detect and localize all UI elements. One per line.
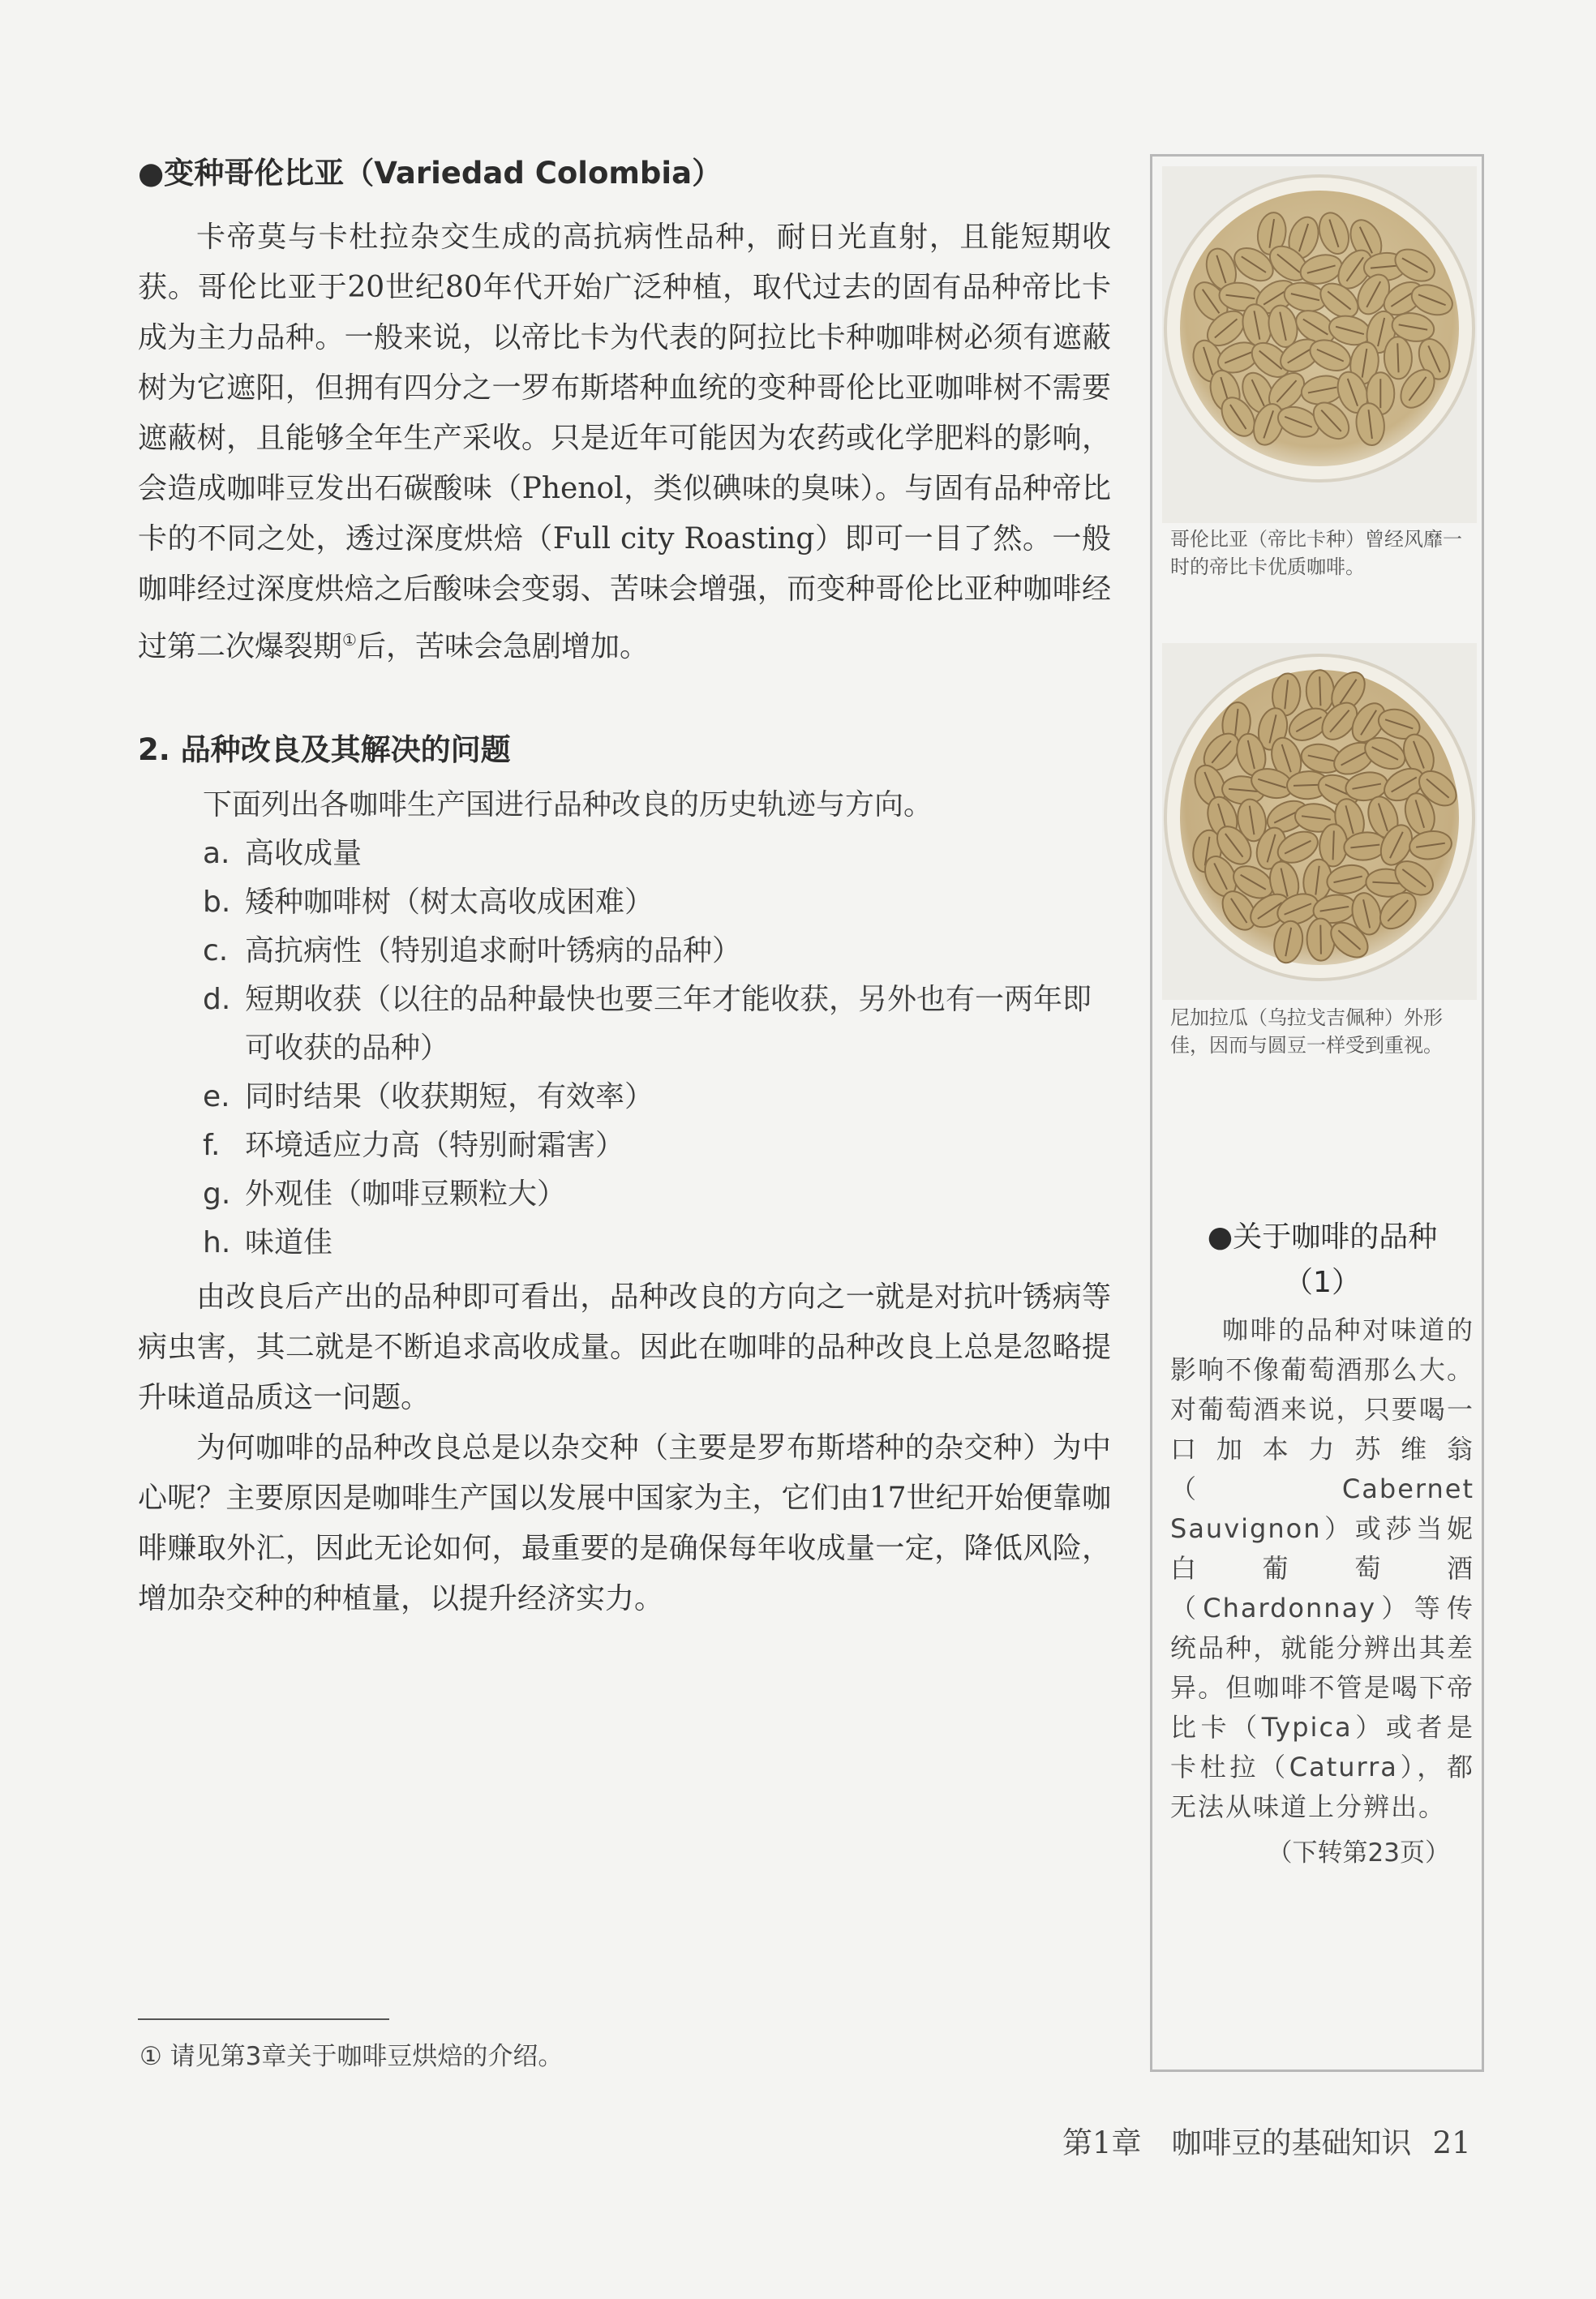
paragraph-improvement-direction: 由改良后产出的品种即可看出，品种改良的方向之一就是对抗叶锈病等病虫害，其二就是不断追求高收成量。因此在咖啡的品种改良上总是忽略提升味道品质这一问题。 xyxy=(138,1280,1111,1414)
list-item xyxy=(203,830,1111,878)
improvement-list xyxy=(203,830,1111,1267)
note-subtitle: （1） xyxy=(1284,1266,1361,1299)
photo-nicaragua-beans xyxy=(1162,643,1477,1000)
coffee-bean-crease xyxy=(1320,925,1321,954)
coffee-bean-crease xyxy=(1397,343,1398,372)
list-item-text: 味道佳 xyxy=(245,1226,333,1259)
photo-caption-colombia: 哥伦比亚（帝比卡种）曾经风靡一时的帝比卡优质咖啡。 xyxy=(1170,528,1462,578)
coffee-beans-image xyxy=(1162,643,1477,1000)
main-column xyxy=(138,152,1111,1624)
list-item-label: g. xyxy=(203,1177,231,1211)
section-heading-breeding: 2. 品种改良及其解决的问题 xyxy=(138,732,511,767)
footnote: ① 请见第3章关于咖啡豆烘焙的介绍。 xyxy=(139,2042,564,2071)
list-item-label: e. xyxy=(203,1080,230,1113)
sidebar-box xyxy=(1150,154,1484,2072)
note-continue-link[interactable]: （下转第23页） xyxy=(1267,1838,1450,1868)
list-item xyxy=(203,976,1111,1073)
section-title-variedad-colombia: ●变种哥伦比亚（Variedad Colombia） xyxy=(138,156,723,191)
coffee-bean-crease xyxy=(1319,676,1320,706)
list-item xyxy=(203,927,1111,976)
sidebar-note xyxy=(1170,1215,1474,1868)
list-item-label: f. xyxy=(203,1129,221,1162)
list-item-text: 同时结果（收获期短，有效率） xyxy=(245,1080,654,1113)
list-item xyxy=(203,1219,1111,1267)
page-number: 21 xyxy=(1432,2125,1471,2160)
coffee-bean-crease xyxy=(1333,830,1334,860)
list-item-text: 环境适应力高（特别耐霜害） xyxy=(245,1129,625,1162)
list-item xyxy=(203,1073,1111,1122)
list-item-text: 高收成量 xyxy=(245,837,363,870)
note-title: ●关于咖啡的品种 xyxy=(1207,1220,1438,1254)
list-item-text: 高抗病性（特别追求耐叶锈病的品种） xyxy=(245,934,742,967)
list-item-label: c. xyxy=(203,934,229,967)
footnote-divider xyxy=(138,2018,389,2020)
list-item-label: b. xyxy=(203,886,231,919)
footnote-marker[interactable]: ① xyxy=(342,630,357,650)
paragraph-text-end: 后，苦味会急剧增加。 xyxy=(356,630,649,663)
list-item-label: a. xyxy=(203,837,230,870)
list-item xyxy=(203,1122,1111,1170)
photo-colombia-beans xyxy=(1162,166,1477,523)
list-item-text: 短期收获（以往的品种最快也要三年才能收获，另外也有一两年即可收获的品种） xyxy=(245,983,1092,1065)
photo-caption-nicaragua: 尼加拉瓜（乌拉戈吉佩种）外形佳，因而与圆豆一样受到重视。 xyxy=(1170,1006,1443,1057)
paragraph-variedad-colombia xyxy=(138,212,1111,672)
list-item xyxy=(203,878,1111,927)
list-item xyxy=(203,1170,1111,1219)
page-footer xyxy=(1062,2118,1471,2162)
chapter-title: 第1章 咖啡豆的基础知识 xyxy=(1062,2125,1412,2160)
list-item-label: d. xyxy=(203,983,231,1016)
list-item-text: 矮种咖啡树（树太高收成困难） xyxy=(245,886,654,919)
coffee-beans-image xyxy=(1162,166,1477,523)
paragraph-hybrid-reason: 为何咖啡的品种改良总是以杂交种（主要是罗布斯塔种的杂交种）为中心呢？主要原因是咖啡生产国以发展中国家为主，它们由17世纪开始便靠咖啡赚取外汇，因此无论如何，最重要的是确保每年收成量一定，降低风险，增加杂交种的种植量，以提升经济实力。 xyxy=(138,1431,1111,1615)
list-item-label: h. xyxy=(203,1226,231,1259)
paragraph-text: 卡帝莫与卡杜拉杂交生成的高抗病性品种，耐日光直射，且能短期收获。哥伦比亚于20世纪80年代开始广泛种植，取代过去的固有品种帝比卡成为主力品种。一般来说，以帝比卡为代表的阿拉比卡种咖啡树必须有遮蔽树为它遮阳，但拥有四分之一罗布斯塔种血统的变种哥伦比亚咖啡树不需要遮蔽树，且能够全年生产采收。只是近年可能因为农药或化学肥料的影响，会造成咖啡豆发出石碳酸味（Phenol，类似碘味的臭味）。与固有品种帝比卡的不同之处，透过深度烘焙（Full city Roasting）即可一目了然。一般咖啡经过深度烘焙之后酸味会变弱、苦味会增强，而变种哥伦比亚种咖啡经过第二次爆裂期 xyxy=(138,221,1111,663)
list-item-text: 外观佳（咖啡豆颗粒大） xyxy=(245,1177,567,1211)
note-body: 咖啡的品种对味道的影响不像葡萄酒那么大。对葡萄酒来说，只要喝一口加本力苏维翁（Cabernet Sauvignon）或莎当妮白葡萄酒（Chardonnay）等传统品种，就能分辨出其差异。但咖啡不管是喝下帝比卡（Typica）或者是卡杜拉（Caturra），都无法从味道上分辨出。 xyxy=(1170,1315,1474,1822)
list-intro: 下面列出各咖啡生产国进行品种改良的历史轨迹与方向。 xyxy=(203,788,933,821)
